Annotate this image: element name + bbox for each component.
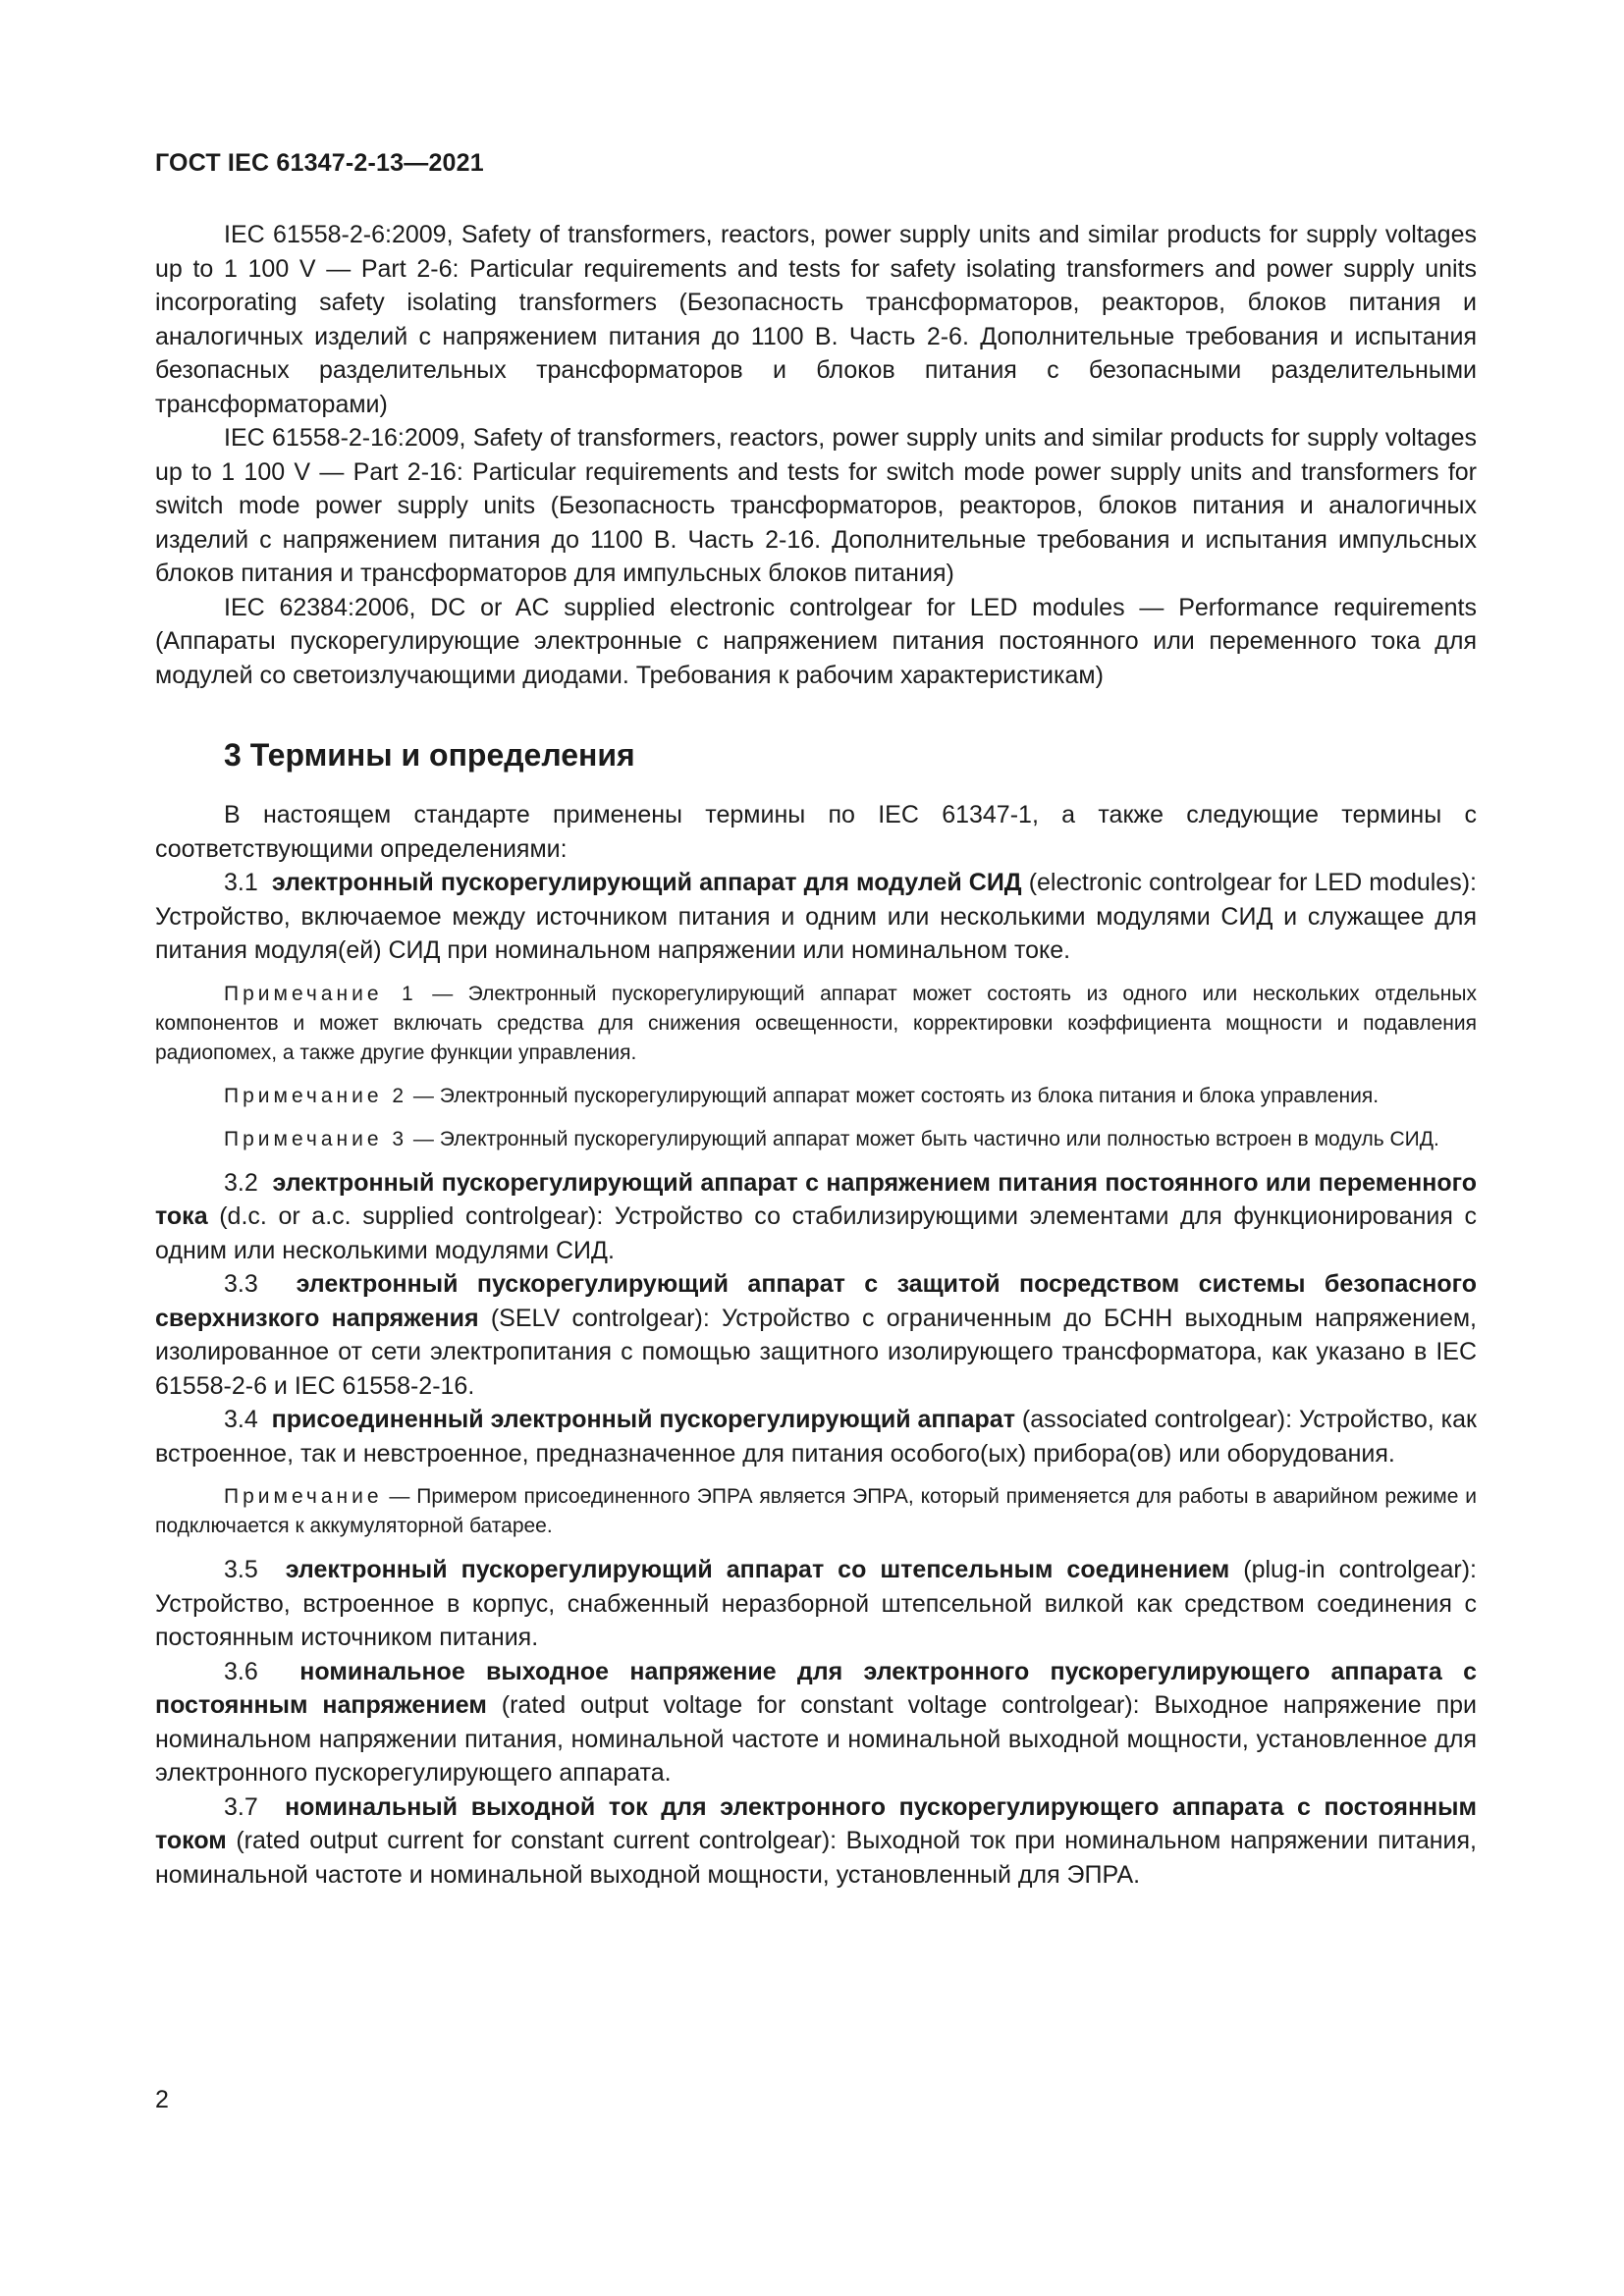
term-number: 3.7	[224, 1792, 258, 1821]
term-title: присоединенный электронный пускорегулирующий аппарат	[271, 1406, 1015, 1433]
note-label: Примечание 3	[224, 1127, 408, 1150]
term-title: электронный пускорегулирующий аппарат с напряжением питания постоянного или переменного тока	[155, 1168, 1477, 1230]
term-definition: (d.c. or a.c. supplied controlgear): Устройство со стабилизирующими элементами для функционирования с одним или несколькими модулями СИД.	[155, 1202, 1477, 1264]
note-text: — Примером присоединенного ЭПРА является ЭПРА, который применяется для работы в аварийном режиме и подключается к аккумуляторной батарее.	[155, 1485, 1477, 1537]
page-number: 2	[155, 2086, 169, 2113]
term-title: номинальное выходное напряжение для электронного пускорегулирующего аппарата с постоянным напряжением	[155, 1657, 1477, 1719]
term-definition: (rated output voltage for constant voltage controlgear): Выходное напряжение при номинальном напряжении питания, номинальной частоте и номинальной выходной мощности, установленное для электронного пускорегулирующего аппарата.	[155, 1691, 1477, 1787]
note-text: — Электронный пускорегулирующий аппарат может состоять из одного или нескольких отдельных компонентов и может включать средства для снижения освещенности, корректировки коэффициента мощности и подавления радиопомех, а также другие функции управления.	[155, 982, 1477, 1064]
term-title: электронный пускорегулирующий аппарат для модулей СИД	[271, 869, 1022, 896]
note-label: Примечание	[224, 1485, 383, 1508]
note-label: Примечание 1	[224, 982, 417, 1005]
term-definition: (rated output current for constant current controlgear): Выходной ток при номинальном напряжении питания, номинальной частоте и номинальной выходной мощности, установленный для ЭПРА.	[155, 1827, 1477, 1889]
section-3-title: 3 Термины и определения	[224, 737, 635, 773]
term-title: электронный пускорегулирующий аппарат со штепсельным соединением	[285, 1556, 1230, 1583]
term-3-4	[155, 1403, 1477, 1470]
term-definition: (plug-in controlgear): Устройство, встроенное в корпус, снабженный неразборной штепсельной вилкой как средством соединения с постоянным источником питания.	[155, 1556, 1477, 1651]
note-text: — Электронный пускорегулирующий аппарат может состоять из блока питания и блока управления.	[407, 1084, 1380, 1107]
term-3-2	[155, 1166, 1477, 1268]
term-number: 3.3	[224, 1270, 258, 1298]
term-number: 3.5	[224, 1556, 258, 1583]
note-3	[155, 1125, 1477, 1154]
note-text: — Электронный пускорегулирующий аппарат может быть частично или полностью встроен в модуль СИД.	[407, 1127, 1439, 1150]
term-3-7	[155, 1790, 1477, 1893]
term-title: номинальный выходной ток для электронного пускорегулирующего аппарата с постоянным током	[155, 1792, 1477, 1854]
note-label: Примечание 2	[224, 1084, 408, 1107]
term-number: 3.4	[224, 1406, 258, 1433]
section-3-intro: В настоящем стандарте применены термины по IEC 61347-1, а также следующие термины с соответствующими определениями:	[155, 801, 1477, 863]
term-definition: (associated controlgear): Устройство, как встроенное, так и невстроенное, предназначенное для питания особого(ых) прибора(ов) или оборудования.	[155, 1406, 1477, 1468]
term-3-1	[155, 866, 1477, 968]
term-definition: (SELV controlgear): Устройство с ограниченным до БСНН выходным напряжением, изолированное от сети электропитания с помощью защитного изолирующего трансформатора, как указано в IEC 61558-2-6 и IEC 61558-2-16.	[155, 1304, 1477, 1400]
reference-iec-61558-2-16: IEC 61558-2-16:2009, Safety of transformers, reactors, power supply units and similar products for supply voltages up to 1 100 V — Part 2-16: Particular requirements and tests for switch mode power supply units and transformers for switch mode power supply units (Безопасность трансформаторов, реакторов, блоков питания и аналогичных изделий с напряжением питания до 1100 В. Часть 2-16. Дополнительные требования и испытания импульсных блоков питания и трансформаторов для импульсных блоков питания)	[155, 424, 1477, 587]
term-number: 3.2	[224, 1168, 258, 1197]
note-associated-controlgear	[155, 1482, 1477, 1541]
page-body	[155, 218, 1477, 1892]
reference-iec-61558-2-6: IEC 61558-2-6:2009, Safety of transformers, reactors, power supply units and similar products for supply voltages up to 1 100 V — Part 2-6: Particular requirements and tests for safety isolating transformers and power supply units incorporating safety isolating transformers (Безопасность трансформаторов, реакторов, блоков питания и аналогичных изделий с напряжением питания до 1100 В. Часть 2-6. Дополнительные требования и испытания безопасных разделительных трансформаторов и блоков питания с безопасными разделительными трансформаторами)	[155, 221, 1477, 418]
term-title: электронный пускорегулирующий аппарат с защитой посредством системы безопасного сверхнизкого напряжения	[155, 1270, 1477, 1332]
term-3-5	[155, 1553, 1477, 1655]
term-number: 3.1	[224, 869, 258, 896]
note-2	[155, 1082, 1477, 1111]
term-3-6	[155, 1655, 1477, 1790]
reference-iec-62384: IEC 62384:2006, DC or AC supplied electronic controlgear for LED modules — Performance requirements (Аппараты пускорегулирующие электронные с напряжением питания постоянного или переменного тока для модулей со светоизлучающими диодами. Требования к рабочим характеристикам)	[155, 593, 1477, 689]
term-3-3	[155, 1267, 1477, 1403]
note-1	[155, 980, 1477, 1068]
term-definition: (electronic controlgear for LED modules): Устройство, включаемое между источником питания и одним или несколькими модулями СИД и служащее для питания модуля(ей) СИД при номинальном напряжении или номинальном токе.	[155, 869, 1477, 964]
standard-header: ГОСТ IEC 61347-2-13—2021	[155, 149, 484, 177]
term-number: 3.6	[224, 1657, 258, 1685]
